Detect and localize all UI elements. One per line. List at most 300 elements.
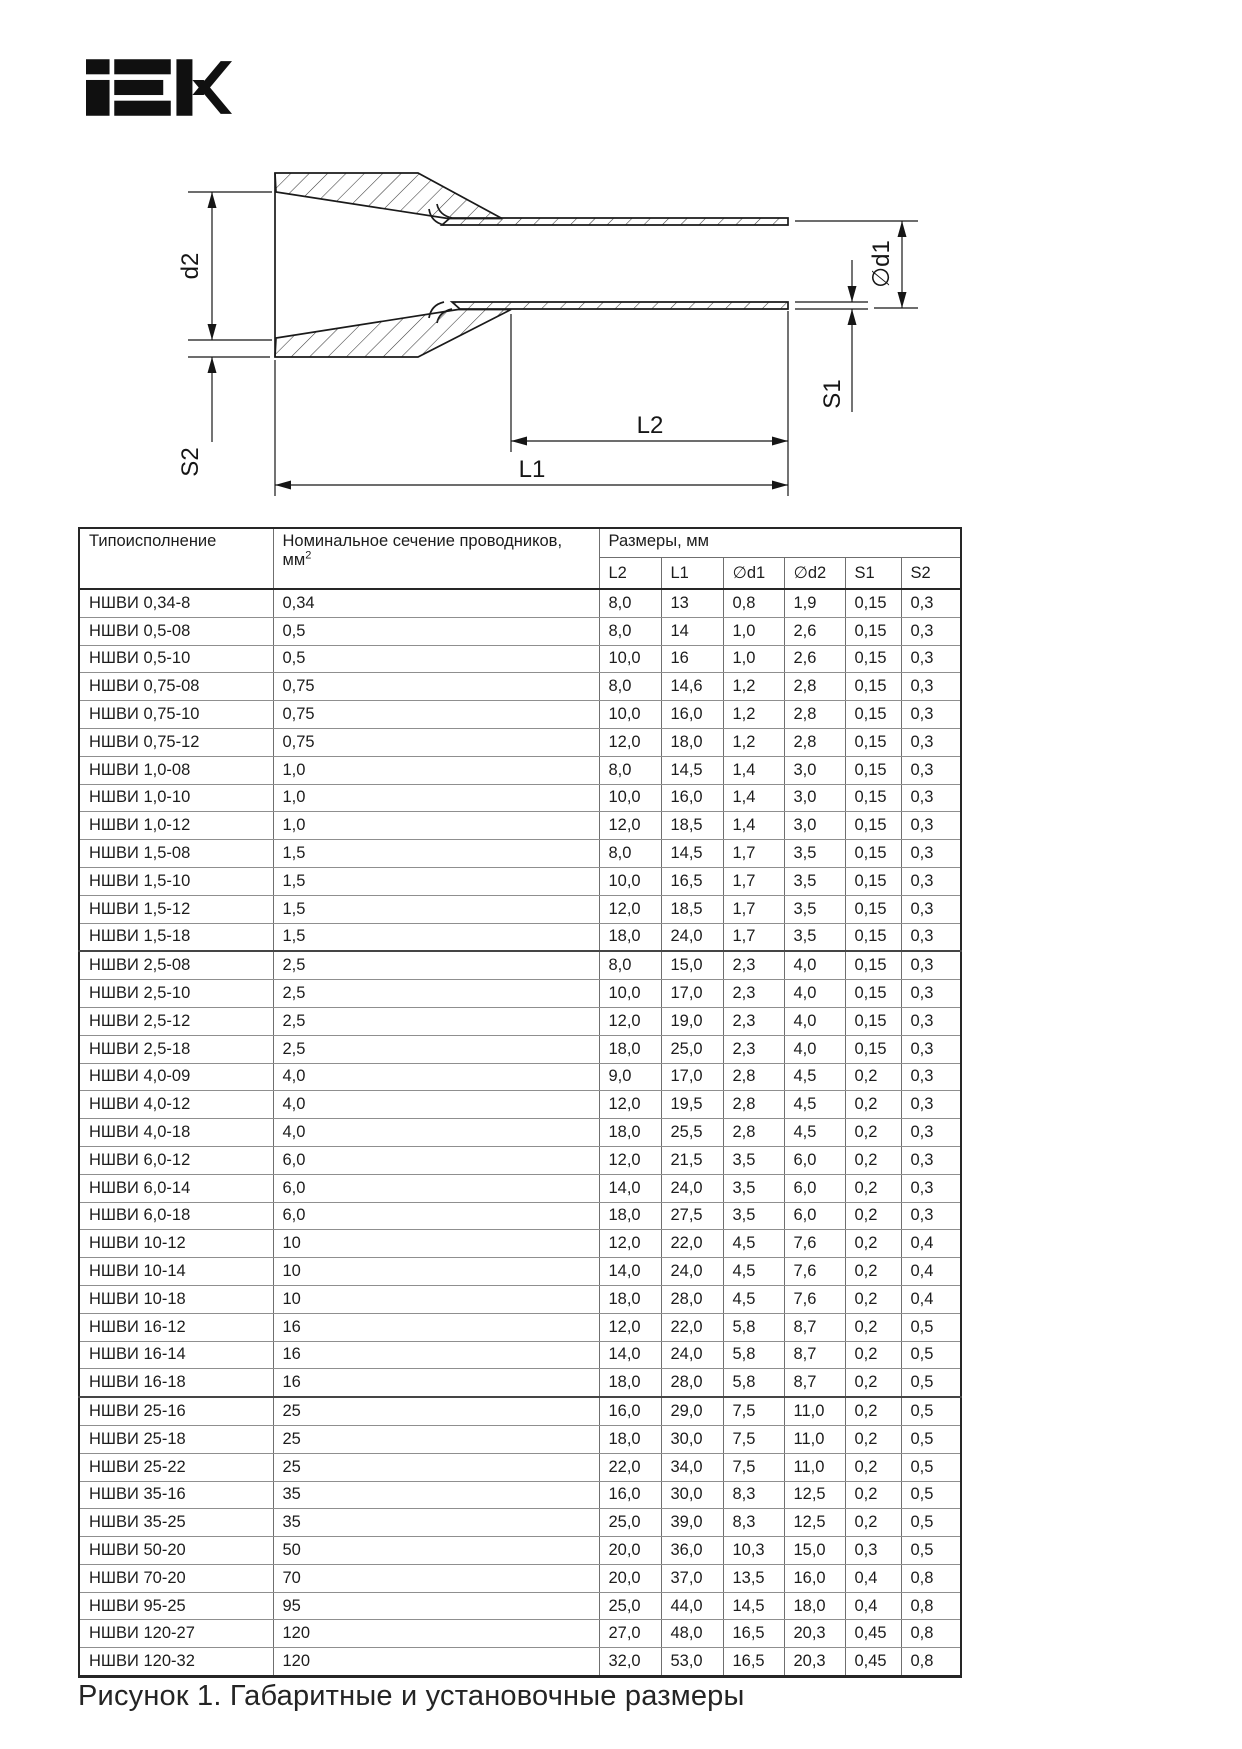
value-cell: 0,75 xyxy=(273,728,599,756)
value-cell: 0,3 xyxy=(901,1007,961,1035)
value-cell: 0,5 xyxy=(901,1509,961,1537)
value-cell: 8,0 xyxy=(599,951,661,979)
value-cell: 0,3 xyxy=(901,1174,961,1202)
value-cell: 6,0 xyxy=(784,1174,845,1202)
value-cell: 4,5 xyxy=(784,1119,845,1147)
value-cell: 0,15 xyxy=(845,1035,901,1063)
type-cell: НШВИ 1,5-12 xyxy=(79,895,273,923)
value-cell: 3,0 xyxy=(784,756,845,784)
value-cell: 4,0 xyxy=(784,1007,845,1035)
type-cell: НШВИ 25-16 xyxy=(79,1397,273,1425)
value-cell: 53,0 xyxy=(661,1648,723,1677)
collar-top-wall xyxy=(275,173,502,219)
value-cell: 0,2 xyxy=(845,1369,901,1397)
value-cell: 18,0 xyxy=(599,1119,661,1147)
value-cell: 0,8 xyxy=(901,1564,961,1592)
size-col-header-d1: ∅d1 xyxy=(723,558,784,590)
value-cell: 6,0 xyxy=(273,1146,599,1174)
type-cell: НШВИ 25-18 xyxy=(79,1425,273,1453)
value-cell: 0,3 xyxy=(901,923,961,951)
table-row xyxy=(79,923,961,951)
value-cell: 6,0 xyxy=(273,1202,599,1230)
value-cell: 4,0 xyxy=(784,980,845,1008)
value-cell: 1,0 xyxy=(723,645,784,673)
table-row xyxy=(79,701,961,729)
value-cell: 16,5 xyxy=(661,867,723,895)
value-cell: 0,15 xyxy=(845,756,901,784)
value-cell: 1,7 xyxy=(723,923,784,951)
value-cell: 0,2 xyxy=(845,1425,901,1453)
table-header xyxy=(79,528,961,589)
value-cell: 0,2 xyxy=(845,1453,901,1481)
value-cell: 2,3 xyxy=(723,980,784,1008)
value-cell: 0,15 xyxy=(845,867,901,895)
value-cell: 0,45 xyxy=(845,1648,901,1677)
value-cell: 1,2 xyxy=(723,673,784,701)
value-cell: 2,5 xyxy=(273,951,599,979)
table-body xyxy=(79,589,961,1677)
size-col-header-l2: L2 xyxy=(599,558,661,590)
value-cell: 0,2 xyxy=(845,1481,901,1509)
type-cell: НШВИ 4,0-09 xyxy=(79,1063,273,1091)
table-row xyxy=(79,1313,961,1341)
value-cell: 0,3 xyxy=(901,617,961,645)
value-cell: 0,15 xyxy=(845,1007,901,1035)
value-cell: 0,34 xyxy=(273,589,599,617)
table-row xyxy=(79,867,961,895)
value-cell: 4,5 xyxy=(784,1091,845,1119)
value-cell: 22,0 xyxy=(661,1313,723,1341)
value-cell: 8,0 xyxy=(599,589,661,617)
value-cell: 1,5 xyxy=(273,867,599,895)
value-cell: 2,8 xyxy=(784,728,845,756)
value-cell: 8,0 xyxy=(599,840,661,868)
value-cell: 11,0 xyxy=(784,1453,845,1481)
iek-logo xyxy=(86,58,232,117)
type-cell: НШВИ 10-14 xyxy=(79,1258,273,1286)
type-cell: НШВИ 0,34-8 xyxy=(79,589,273,617)
value-cell: 12,5 xyxy=(784,1509,845,1537)
table-row xyxy=(79,1230,961,1258)
value-cell: 2,8 xyxy=(723,1063,784,1091)
table-row xyxy=(79,589,961,617)
value-cell: 0,45 xyxy=(845,1620,901,1648)
value-cell: 12,0 xyxy=(599,1146,661,1174)
value-cell: 1,2 xyxy=(723,728,784,756)
type-cell: НШВИ 2,5-10 xyxy=(79,980,273,1008)
value-cell: 14,0 xyxy=(599,1174,661,1202)
value-cell: 25 xyxy=(273,1453,599,1481)
value-cell: 20,3 xyxy=(784,1648,845,1677)
value-cell: 14,5 xyxy=(723,1592,784,1620)
value-cell: 20,3 xyxy=(784,1620,845,1648)
dim-label-d1: ∅d1 xyxy=(868,240,895,288)
value-cell: 27,5 xyxy=(661,1202,723,1230)
value-cell: 0,3 xyxy=(901,812,961,840)
table-row xyxy=(79,1648,961,1677)
tube-bottom-wall xyxy=(452,302,788,309)
value-cell: 4,0 xyxy=(784,1035,845,1063)
value-cell: 2,6 xyxy=(784,645,845,673)
type-cell: НШВИ 16-18 xyxy=(79,1369,273,1397)
table-row xyxy=(79,1174,961,1202)
value-cell: 24,0 xyxy=(661,1341,723,1369)
value-cell: 17,0 xyxy=(661,980,723,1008)
value-cell: 0,3 xyxy=(901,784,961,812)
value-cell: 0,5 xyxy=(273,617,599,645)
value-cell: 29,0 xyxy=(661,1397,723,1425)
table-row xyxy=(79,1258,961,1286)
value-cell: 1,5 xyxy=(273,895,599,923)
table-row xyxy=(79,728,961,756)
type-cell: НШВИ 16-12 xyxy=(79,1313,273,1341)
dim-label-s2: S2 xyxy=(177,447,204,477)
type-cell: НШВИ 1,0-12 xyxy=(79,812,273,840)
col-header-section-line1: Номинальное сечение проводников, xyxy=(282,532,563,550)
dim-label-l2: L2 xyxy=(636,412,664,439)
table-row xyxy=(79,784,961,812)
value-cell: 0,15 xyxy=(845,812,901,840)
value-cell: 4,5 xyxy=(784,1063,845,1091)
value-cell: 12,0 xyxy=(599,1230,661,1258)
value-cell: 0,2 xyxy=(845,1174,901,1202)
table-row xyxy=(79,1425,961,1453)
value-cell: 30,0 xyxy=(661,1481,723,1509)
value-cell: 0,3 xyxy=(845,1537,901,1565)
value-cell: 0,2 xyxy=(845,1063,901,1091)
value-cell: 16,0 xyxy=(661,701,723,729)
value-cell: 14,5 xyxy=(661,840,723,868)
dimension-labels xyxy=(177,240,895,483)
value-cell: 4,5 xyxy=(723,1258,784,1286)
col-header-type: Типоисполнение xyxy=(79,528,273,589)
value-cell: 20,0 xyxy=(599,1564,661,1592)
value-cell: 36,0 xyxy=(661,1537,723,1565)
value-cell: 24,0 xyxy=(661,1174,723,1202)
value-cell: 35 xyxy=(273,1509,599,1537)
size-col-header-s1: S1 xyxy=(845,558,901,590)
value-cell: 4,0 xyxy=(273,1119,599,1147)
value-cell: 0,3 xyxy=(901,1119,961,1147)
table-row xyxy=(79,1146,961,1174)
value-cell: 0,4 xyxy=(845,1592,901,1620)
value-cell: 5,8 xyxy=(723,1369,784,1397)
value-cell: 11,0 xyxy=(784,1425,845,1453)
value-cell: 0,2 xyxy=(845,1313,901,1341)
value-cell: 7,6 xyxy=(784,1258,845,1286)
table-row xyxy=(79,1202,961,1230)
value-cell: 2,8 xyxy=(723,1119,784,1147)
value-cell: 10,0 xyxy=(599,980,661,1008)
value-cell: 14,0 xyxy=(599,1341,661,1369)
dim-label-l1: L1 xyxy=(518,456,546,483)
value-cell: 6,0 xyxy=(784,1202,845,1230)
figure-caption: Рисунок 1. Габаритные и установочные размеры xyxy=(78,1680,745,1712)
type-cell: НШВИ 6,0-12 xyxy=(79,1146,273,1174)
type-cell: НШВИ 4,0-12 xyxy=(79,1091,273,1119)
value-cell: 16 xyxy=(273,1369,599,1397)
value-cell: 19,0 xyxy=(661,1007,723,1035)
col-header-section-sup: 2 xyxy=(305,549,312,562)
value-cell: 0,5 xyxy=(901,1313,961,1341)
table-row xyxy=(79,617,961,645)
value-cell: 0,2 xyxy=(845,1202,901,1230)
value-cell: 22,0 xyxy=(661,1230,723,1258)
value-cell: 16,0 xyxy=(599,1397,661,1425)
value-cell: 15,0 xyxy=(784,1537,845,1565)
value-cell: 0,8 xyxy=(901,1648,961,1677)
value-cell: 35 xyxy=(273,1481,599,1509)
value-cell: 16,0 xyxy=(784,1564,845,1592)
value-cell: 4,5 xyxy=(723,1285,784,1313)
value-cell: 4,5 xyxy=(723,1230,784,1258)
value-cell: 18,0 xyxy=(784,1592,845,1620)
table-row xyxy=(79,812,961,840)
col-header-section xyxy=(273,528,599,589)
value-cell: 1,5 xyxy=(273,923,599,951)
dim-label-s1: S1 xyxy=(819,379,846,409)
value-cell: 0,3 xyxy=(901,980,961,1008)
type-cell: НШВИ 25-22 xyxy=(79,1453,273,1481)
table-row xyxy=(79,1620,961,1648)
value-cell: 1,2 xyxy=(723,701,784,729)
value-cell: 34,0 xyxy=(661,1453,723,1481)
logo-e-bottom xyxy=(114,101,171,116)
table-row xyxy=(79,1397,961,1425)
ferrule-cross-section xyxy=(275,173,788,357)
value-cell: 37,0 xyxy=(661,1564,723,1592)
value-cell: 0,3 xyxy=(901,1091,961,1119)
value-cell: 21,5 xyxy=(661,1146,723,1174)
value-cell: 25,0 xyxy=(661,1035,723,1063)
value-cell: 12,0 xyxy=(599,1313,661,1341)
value-cell: 2,8 xyxy=(784,701,845,729)
value-cell: 2,5 xyxy=(273,1007,599,1035)
value-cell: 1,0 xyxy=(273,756,599,784)
dimension-drawing xyxy=(150,130,940,520)
value-cell: 1,4 xyxy=(723,812,784,840)
type-cell: НШВИ 1,5-18 xyxy=(79,923,273,951)
table-row xyxy=(79,1481,961,1509)
value-cell: 4,0 xyxy=(273,1063,599,1091)
logo-i-body xyxy=(86,80,110,116)
value-cell: 0,2 xyxy=(845,1230,901,1258)
value-cell: 5,8 xyxy=(723,1313,784,1341)
value-cell: 0,2 xyxy=(845,1341,901,1369)
table-row xyxy=(79,756,961,784)
value-cell: 0,2 xyxy=(845,1258,901,1286)
value-cell: 16,5 xyxy=(723,1648,784,1677)
logo-k-lower-arm xyxy=(192,80,232,114)
dimensions-table xyxy=(78,527,962,1678)
value-cell: 30,0 xyxy=(661,1425,723,1453)
type-cell: НШВИ 16-14 xyxy=(79,1341,273,1369)
value-cell: 0,3 xyxy=(901,756,961,784)
value-cell: 16 xyxy=(273,1313,599,1341)
type-cell: НШВИ 10-12 xyxy=(79,1230,273,1258)
value-cell: 8,0 xyxy=(599,673,661,701)
value-cell: 0,15 xyxy=(845,645,901,673)
logo-i-dot xyxy=(86,59,110,74)
value-cell: 1,4 xyxy=(723,756,784,784)
table-row xyxy=(79,1564,961,1592)
value-cell: 8,3 xyxy=(723,1509,784,1537)
type-cell: НШВИ 0,75-12 xyxy=(79,728,273,756)
value-cell: 0,15 xyxy=(845,895,901,923)
value-cell: 10 xyxy=(273,1230,599,1258)
value-cell: 0,2 xyxy=(845,1509,901,1537)
value-cell: 12,5 xyxy=(784,1481,845,1509)
type-cell: НШВИ 6,0-18 xyxy=(79,1202,273,1230)
logo-e-mid xyxy=(114,80,163,95)
table-row xyxy=(79,673,961,701)
value-cell: 1,9 xyxy=(784,589,845,617)
value-cell: 0,15 xyxy=(845,980,901,1008)
logo-k-upper-arm xyxy=(192,61,232,95)
value-cell: 0,75 xyxy=(273,673,599,701)
value-cell: 18,5 xyxy=(661,895,723,923)
table-row xyxy=(79,1035,961,1063)
value-cell: 10 xyxy=(273,1258,599,1286)
value-cell: 18,0 xyxy=(599,1285,661,1313)
value-cell: 1,4 xyxy=(723,784,784,812)
value-cell: 0,3 xyxy=(901,645,961,673)
value-cell: 0,8 xyxy=(723,589,784,617)
value-cell: 28,0 xyxy=(661,1369,723,1397)
value-cell: 14,0 xyxy=(599,1258,661,1286)
value-cell: 1,7 xyxy=(723,867,784,895)
value-cell: 120 xyxy=(273,1648,599,1677)
type-cell: НШВИ 95-25 xyxy=(79,1592,273,1620)
value-cell: 0,3 xyxy=(901,951,961,979)
type-cell: НШВИ 120-27 xyxy=(79,1620,273,1648)
value-cell: 0,4 xyxy=(901,1230,961,1258)
type-cell: НШВИ 1,5-10 xyxy=(79,867,273,895)
value-cell: 0,15 xyxy=(845,784,901,812)
header-row-main xyxy=(79,528,961,558)
value-cell: 1,5 xyxy=(273,840,599,868)
value-cell: 5,8 xyxy=(723,1341,784,1369)
value-cell: 15,0 xyxy=(661,951,723,979)
value-cell: 10 xyxy=(273,1285,599,1313)
value-cell: 8,7 xyxy=(784,1341,845,1369)
value-cell: 32,0 xyxy=(599,1648,661,1677)
value-cell: 0,3 xyxy=(901,840,961,868)
value-cell: 0,15 xyxy=(845,617,901,645)
value-cell: 25,5 xyxy=(661,1119,723,1147)
value-cell: 18,0 xyxy=(599,1035,661,1063)
type-cell: НШВИ 4,0-18 xyxy=(79,1119,273,1147)
value-cell: 0,3 xyxy=(901,728,961,756)
value-cell: 16,5 xyxy=(723,1620,784,1648)
value-cell: 12,0 xyxy=(599,895,661,923)
value-cell: 0,5 xyxy=(901,1341,961,1369)
table-row xyxy=(79,840,961,868)
type-cell: НШВИ 2,5-08 xyxy=(79,951,273,979)
value-cell: 0,5 xyxy=(901,1397,961,1425)
value-cell: 0,3 xyxy=(901,1202,961,1230)
value-cell: 1,0 xyxy=(273,812,599,840)
value-cell: 7,5 xyxy=(723,1425,784,1453)
value-cell: 8,0 xyxy=(599,617,661,645)
value-cell: 0,3 xyxy=(901,1063,961,1091)
value-cell: 48,0 xyxy=(661,1620,723,1648)
type-cell: НШВИ 0,75-10 xyxy=(79,701,273,729)
value-cell: 8,7 xyxy=(784,1313,845,1341)
value-cell: 3,5 xyxy=(723,1174,784,1202)
value-cell: 17,0 xyxy=(661,1063,723,1091)
value-cell: 14,6 xyxy=(661,673,723,701)
type-cell: НШВИ 1,0-08 xyxy=(79,756,273,784)
value-cell: 3,0 xyxy=(784,784,845,812)
col-header-section-unit: мм xyxy=(282,551,306,569)
value-cell: 0,5 xyxy=(273,645,599,673)
value-cell: 18,0 xyxy=(661,728,723,756)
value-cell: 14 xyxy=(661,617,723,645)
value-cell: 8,7 xyxy=(784,1369,845,1397)
value-cell: 13 xyxy=(661,589,723,617)
value-cell: 18,0 xyxy=(599,1369,661,1397)
value-cell: 0,3 xyxy=(901,1146,961,1174)
value-cell: 27,0 xyxy=(599,1620,661,1648)
value-cell: 10,0 xyxy=(599,867,661,895)
value-cell: 10,0 xyxy=(599,645,661,673)
value-cell: 28,0 xyxy=(661,1285,723,1313)
value-cell: 1,7 xyxy=(723,895,784,923)
value-cell: 1,7 xyxy=(723,840,784,868)
value-cell: 70 xyxy=(273,1564,599,1592)
type-cell: НШВИ 70-20 xyxy=(79,1564,273,1592)
value-cell: 0,3 xyxy=(901,1035,961,1063)
value-cell: 3,5 xyxy=(784,840,845,868)
value-cell: 8,0 xyxy=(599,756,661,784)
value-cell: 11,0 xyxy=(784,1397,845,1425)
type-cell: НШВИ 35-25 xyxy=(79,1509,273,1537)
value-cell: 1,0 xyxy=(723,617,784,645)
value-cell: 2,3 xyxy=(723,1035,784,1063)
value-cell: 3,0 xyxy=(784,812,845,840)
value-cell: 0,2 xyxy=(845,1285,901,1313)
table-row xyxy=(79,1091,961,1119)
col-header-sizes: Размеры, мм xyxy=(599,528,961,558)
value-cell: 2,5 xyxy=(273,1035,599,1063)
value-cell: 7,6 xyxy=(784,1230,845,1258)
value-cell: 0,5 xyxy=(901,1453,961,1481)
value-cell: 12,0 xyxy=(599,812,661,840)
value-cell: 95 xyxy=(273,1592,599,1620)
value-cell: 0,3 xyxy=(901,701,961,729)
value-cell: 3,5 xyxy=(723,1202,784,1230)
type-cell: НШВИ 0,5-08 xyxy=(79,617,273,645)
value-cell: 6,0 xyxy=(784,1146,845,1174)
type-cell: НШВИ 50-20 xyxy=(79,1537,273,1565)
value-cell: 3,5 xyxy=(784,923,845,951)
logo-e-top xyxy=(114,59,171,74)
value-cell: 0,2 xyxy=(845,1119,901,1147)
value-cell: 18,0 xyxy=(599,1202,661,1230)
value-cell: 0,2 xyxy=(845,1397,901,1425)
dim-label-d2: d2 xyxy=(177,252,204,280)
collar-bottom-wall xyxy=(275,310,511,358)
value-cell: 2,3 xyxy=(723,951,784,979)
value-cell: 0,5 xyxy=(901,1537,961,1565)
value-cell: 0,15 xyxy=(845,840,901,868)
table-row xyxy=(79,1509,961,1537)
value-cell: 0,8 xyxy=(901,1592,961,1620)
value-cell: 2,5 xyxy=(273,980,599,1008)
table-row xyxy=(79,951,961,979)
value-cell: 0,3 xyxy=(901,673,961,701)
